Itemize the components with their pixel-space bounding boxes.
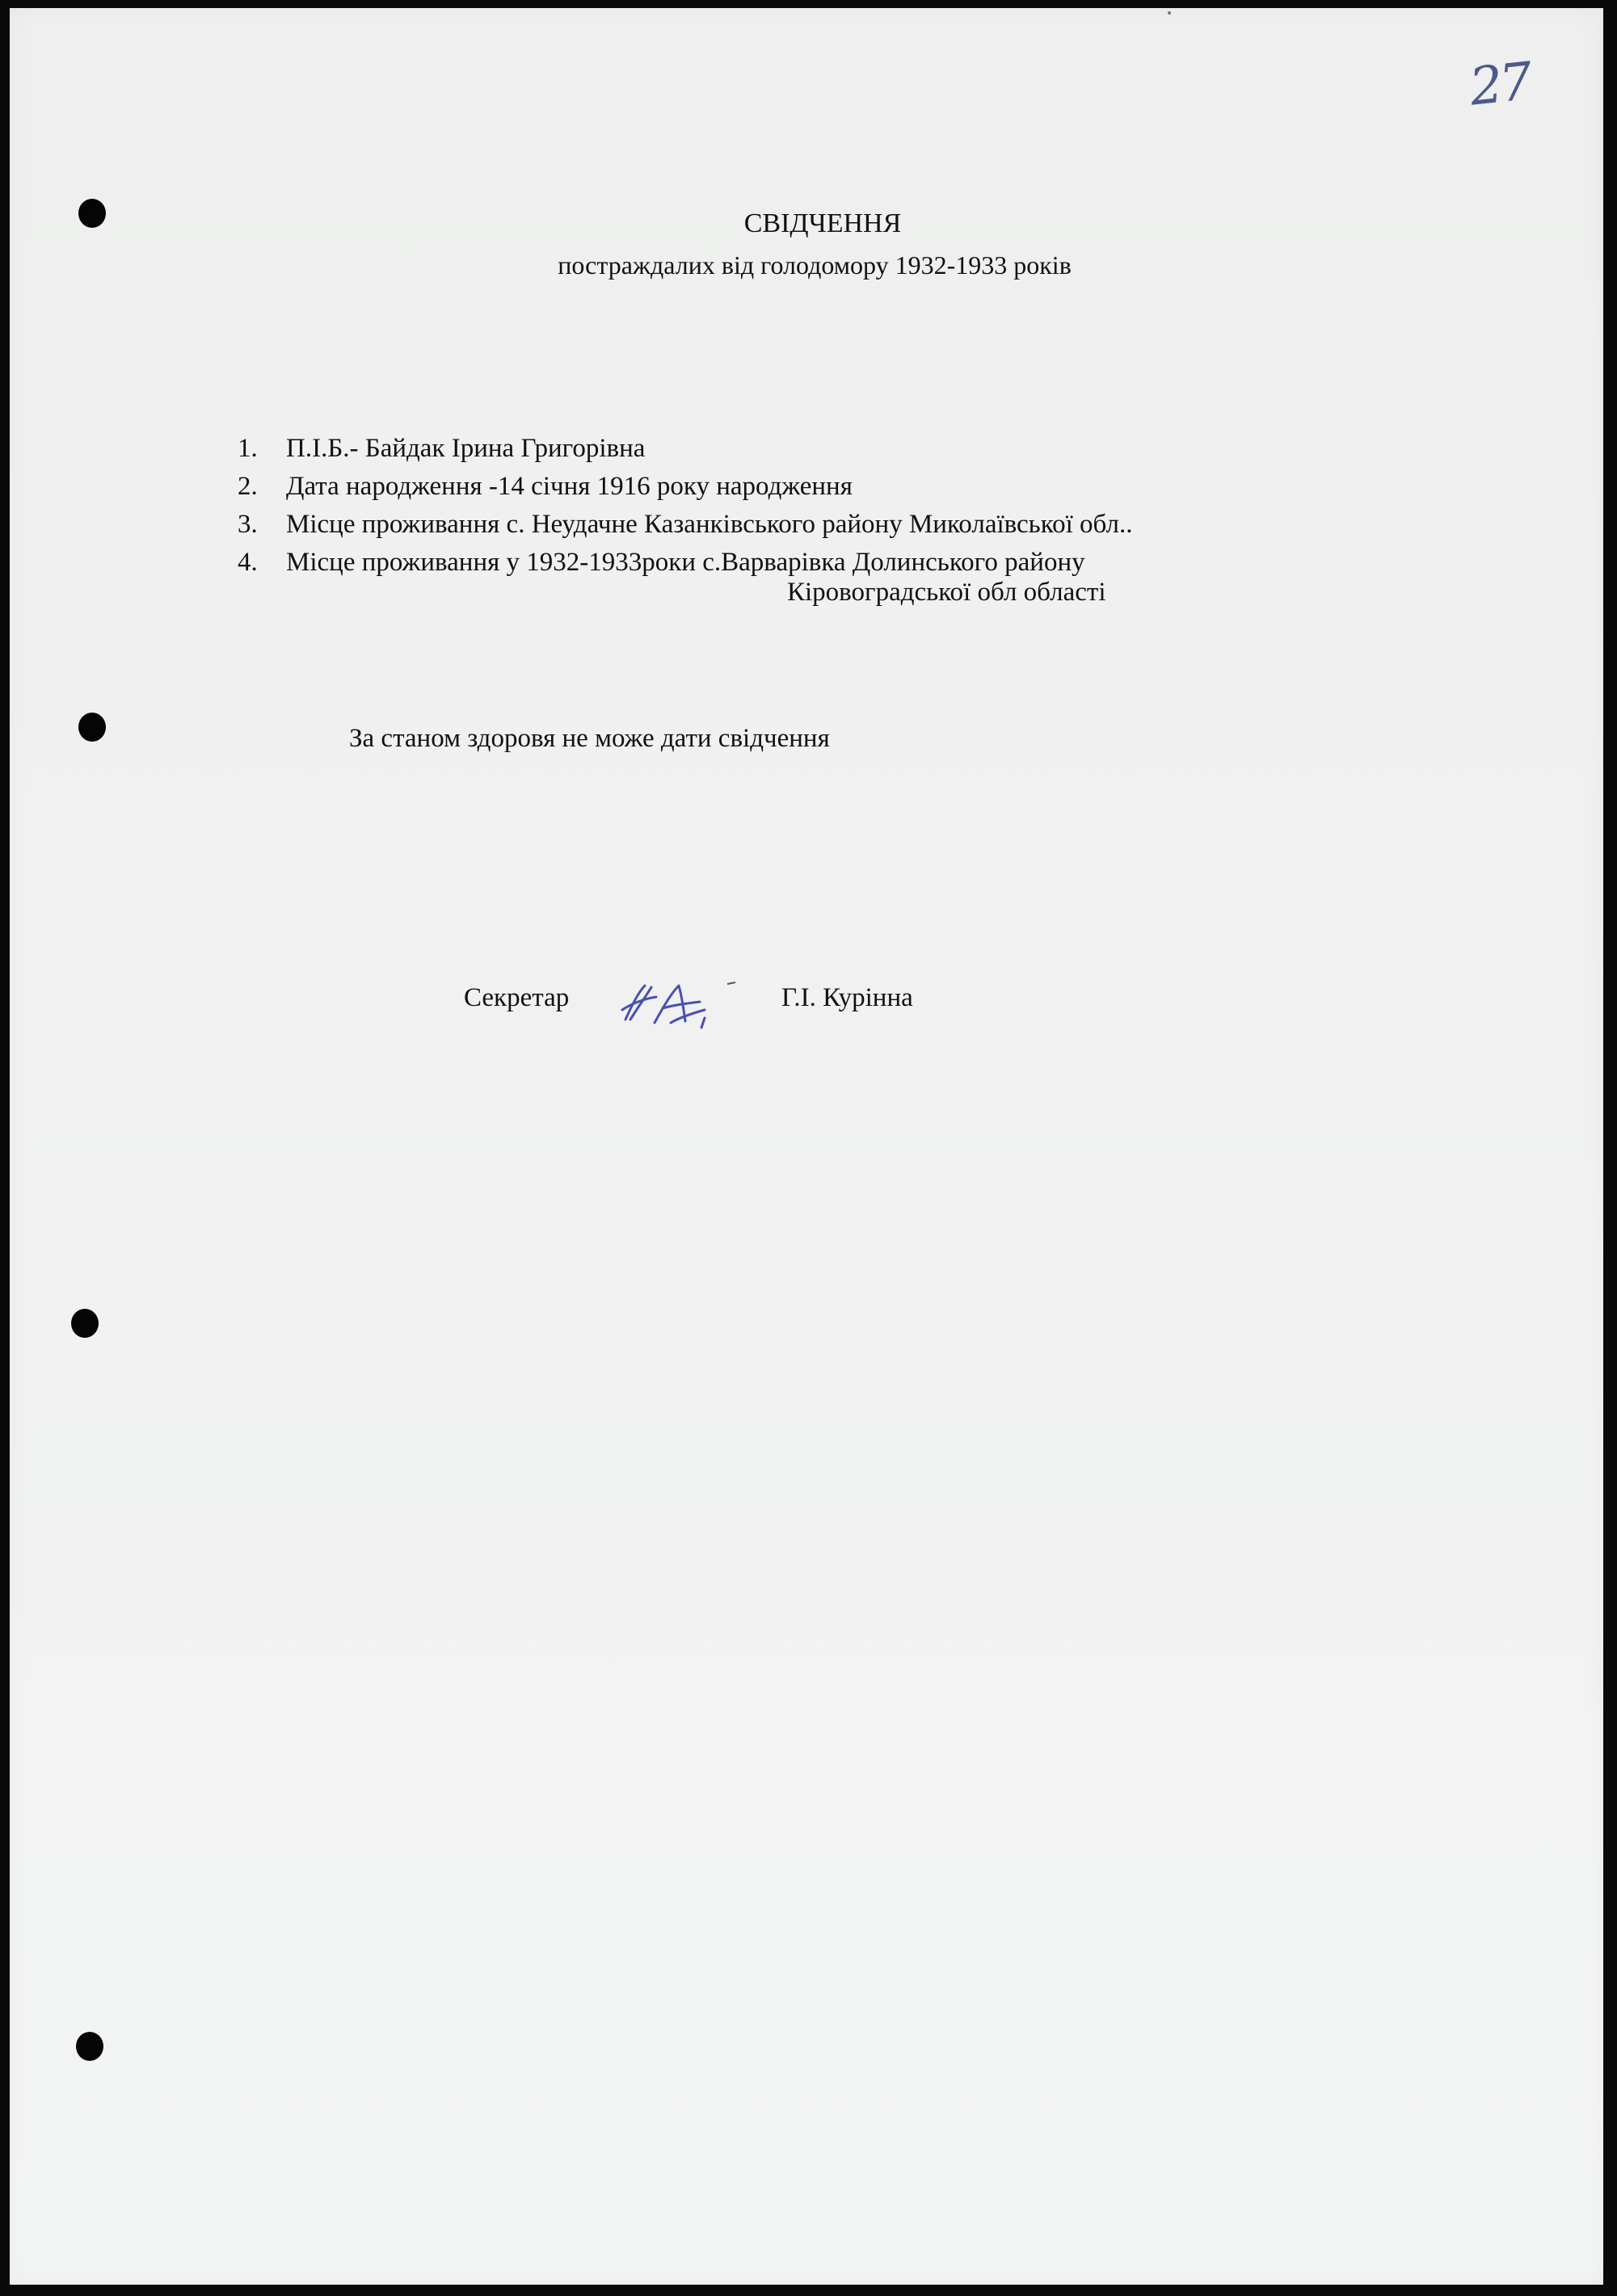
handwritten-signature [614, 978, 743, 1031]
health-note: За станом здоровя не може дати свідчення [349, 724, 830, 753]
signature-block [10, 978, 1603, 1034]
document-subtitle: постраждалих від голодомору 1932-1933 років [558, 250, 1072, 280]
paper-speck [1168, 11, 1171, 15]
punch-hole [71, 1309, 99, 1338]
list-item-number: 4. [238, 548, 258, 577]
list-item-number: 3. [238, 510, 258, 539]
list-item [238, 468, 1450, 506]
punch-hole [76, 2032, 103, 2061]
document-title: СВІДЧЕННЯ [743, 208, 902, 238]
list-item-text: Місце проживання с. Неудачне Казанківського району Миколаївської обл.. [286, 510, 1133, 539]
signatory-title: Секретар [464, 983, 570, 1012]
list-item-text: Дата народження -14 січня 1916 року народження [286, 472, 853, 501]
list-item [238, 506, 1450, 544]
list-item-text: Місце проживання у 1932-1933роки с.Варварівка Долинського району [286, 548, 1085, 577]
document-sheet [10, 8, 1603, 2285]
info-list [238, 430, 1450, 582]
list-item-continuation: Кіровоградської обл області [787, 578, 1106, 607]
list-item-text: П.І.Б.- Байдак Ірина Григорівна [286, 434, 646, 463]
punch-hole [78, 713, 106, 742]
list-item-number: 2. [238, 472, 258, 501]
signatory-name: Г.І. Курінна [781, 983, 913, 1012]
list-item [238, 544, 1450, 582]
list-item [238, 430, 1450, 468]
handwritten-page-number: 27 [1466, 52, 1532, 118]
list-item-number: 1. [238, 434, 258, 463]
